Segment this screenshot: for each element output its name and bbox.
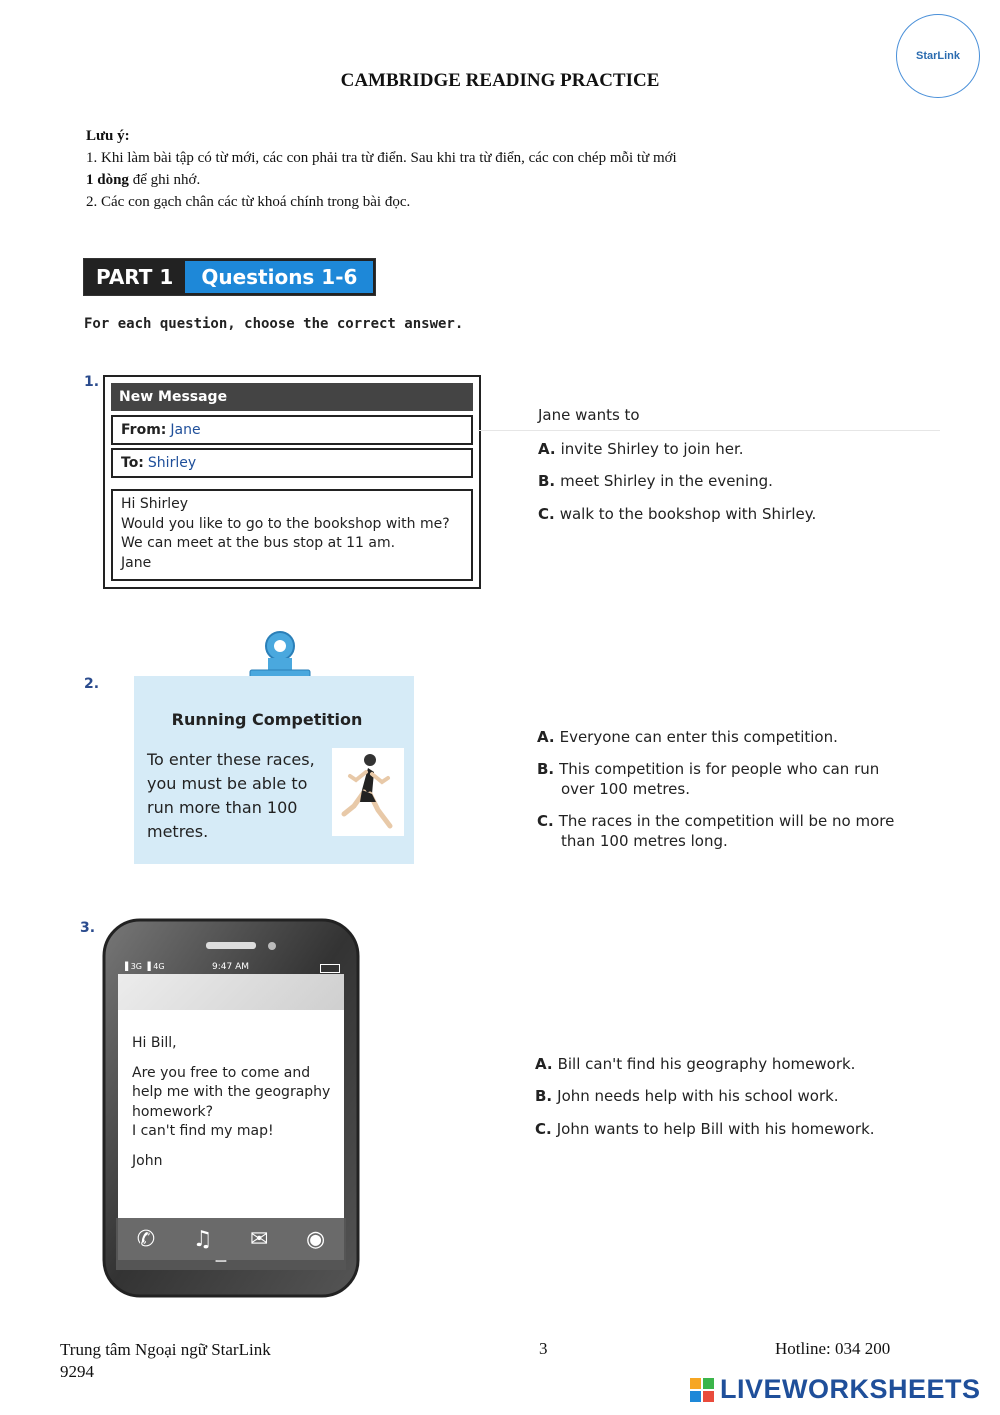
question-2-number: 2.: [84, 676, 100, 692]
notice-line: you must be able to: [147, 774, 308, 793]
page-number: 3: [539, 1339, 548, 1358]
sms-line: I can't find my map!: [132, 1123, 274, 1139]
phone-screen: [118, 974, 344, 1224]
option-letter: A.: [537, 728, 555, 746]
instruction: For each question, choose the correct answer.: [84, 316, 464, 332]
email-to-field: [111, 448, 473, 478]
mail-icon: ✉: [250, 1226, 269, 1252]
to-label: To:: [121, 455, 144, 471]
option-text-cont: over 100 metres.: [561, 780, 690, 798]
q3-option-a[interactable]: [535, 1054, 855, 1074]
footer-center-line-2: 9294: [60, 1362, 94, 1381]
email-body-line: Would you like to go to the bookshop with me?: [121, 515, 450, 532]
sms-line: homework?: [132, 1103, 213, 1120]
music-icon: ♫: [192, 1226, 213, 1252]
email-header: New Message: [111, 383, 473, 411]
q1-option-b[interactable]: [538, 471, 773, 491]
phone-dock: [118, 1218, 344, 1260]
battery-icon: [320, 964, 340, 973]
email-body: [111, 489, 473, 581]
option-text: The races in the competition will be no more: [558, 812, 895, 830]
note-block: [86, 125, 677, 213]
note-line-2: [86, 169, 677, 191]
option-letter: B.: [538, 472, 556, 490]
sms-message: [132, 1034, 336, 1171]
question-3-number: 3.: [80, 920, 96, 936]
option-text: John needs help with his school work.: [557, 1087, 839, 1105]
email-body-line: Jane: [121, 554, 152, 571]
sms-line: John: [132, 1152, 163, 1169]
from-value: Jane: [170, 422, 201, 438]
option-text: Bill can't find his geography homework.: [557, 1055, 856, 1073]
page-title: CAMBRIDGE READING PRACTICE: [340, 70, 660, 91]
running-notice: [134, 676, 414, 864]
hotline: Hotline: 034 200: [775, 1339, 891, 1358]
email-body-line: We can meet at the bus stop at 11 am.: [121, 535, 396, 551]
q2-option-a[interactable]: [537, 727, 838, 747]
brand-text: LIVEWORKSHEETS: [720, 1374, 981, 1404]
option-letter: A.: [538, 440, 556, 458]
divider-line: [478, 430, 940, 431]
notice-text: [147, 748, 333, 844]
part-label: PART 1: [84, 259, 185, 295]
option-text: walk to the bookshop with Shirley.: [559, 505, 817, 523]
option-letter: C.: [538, 505, 555, 523]
phone-illustration: [102, 918, 360, 1298]
notice-line: run more than 100: [147, 798, 298, 817]
runner-icon: [332, 748, 404, 836]
option-letter: A.: [535, 1055, 553, 1073]
q2-option-c[interactable]: [537, 811, 894, 851]
q2-option-b[interactable]: [537, 759, 879, 799]
logo-text: StarLink: [915, 50, 960, 62]
option-letter: B.: [537, 760, 555, 778]
email-body-line: Hi Shirley: [121, 496, 189, 512]
q3-option-b[interactable]: [535, 1086, 839, 1106]
to-value: Shirley: [147, 455, 197, 471]
notice-line: To enter these races,: [147, 750, 315, 769]
globe-icon: ◉: [306, 1226, 326, 1252]
note-label: Lưu ý:: [86, 128, 130, 144]
footer-center-line-1: Trung tâm Ngoại ngữ StarLink: [60, 1340, 271, 1359]
phone-call-icon: ✆: [136, 1226, 156, 1252]
notice-line: metres.: [147, 822, 209, 841]
question-1-stem: Jane wants to: [538, 406, 640, 424]
option-letter: C.: [535, 1120, 552, 1138]
note-line-2-bold: 1 dòng: [86, 172, 129, 188]
option-letter: C.: [537, 812, 554, 830]
question-1-number: 1.: [84, 374, 100, 390]
sms-line: Are you free to come and: [132, 1064, 311, 1081]
q1-option-c[interactable]: [538, 504, 816, 524]
q1-option-a[interactable]: [538, 439, 744, 459]
option-text-cont: than 100 metres long.: [561, 832, 728, 850]
option-text: invite Shirley to join her.: [560, 440, 744, 458]
email-from-field: [111, 415, 473, 445]
liveworksheets-logo-icon: [690, 1378, 714, 1402]
liveworksheets-brand: [690, 1374, 981, 1405]
note-line-3: 2. Các con gạch chân các từ khoá chính trong bài đọc.: [86, 194, 411, 210]
sms-line: help me with the geography: [132, 1084, 331, 1100]
option-text: This competition is for people who can run: [559, 760, 880, 778]
option-text: meet Shirley in the evening.: [560, 472, 773, 490]
email-message: [103, 375, 481, 589]
phone-time: 9:47 AM: [212, 962, 249, 972]
part-badge: [84, 259, 375, 295]
footer-center-name: [60, 1339, 271, 1383]
q3-option-c[interactable]: [535, 1119, 875, 1139]
option-text: John wants to help Bill with his homework.: [556, 1120, 875, 1138]
questions-label: Questions 1-6: [185, 259, 375, 295]
signal-status: ▐ 3G ▐ 4G: [122, 962, 165, 971]
from-label: From:: [121, 422, 167, 438]
note-line-1: 1. Khi làm bài tập có từ mới, các con phải tra từ điển. Sau khi tra từ điển, các con chép mỗi từ mới: [86, 150, 677, 166]
option-text: Everyone can enter this competition.: [559, 728, 838, 746]
option-letter: B.: [535, 1087, 553, 1105]
note-line-2-rest: để ghi nhớ.: [128, 172, 201, 188]
sms-line: Hi Bill,: [132, 1035, 177, 1051]
notice-title: Running Competition: [171, 710, 363, 729]
